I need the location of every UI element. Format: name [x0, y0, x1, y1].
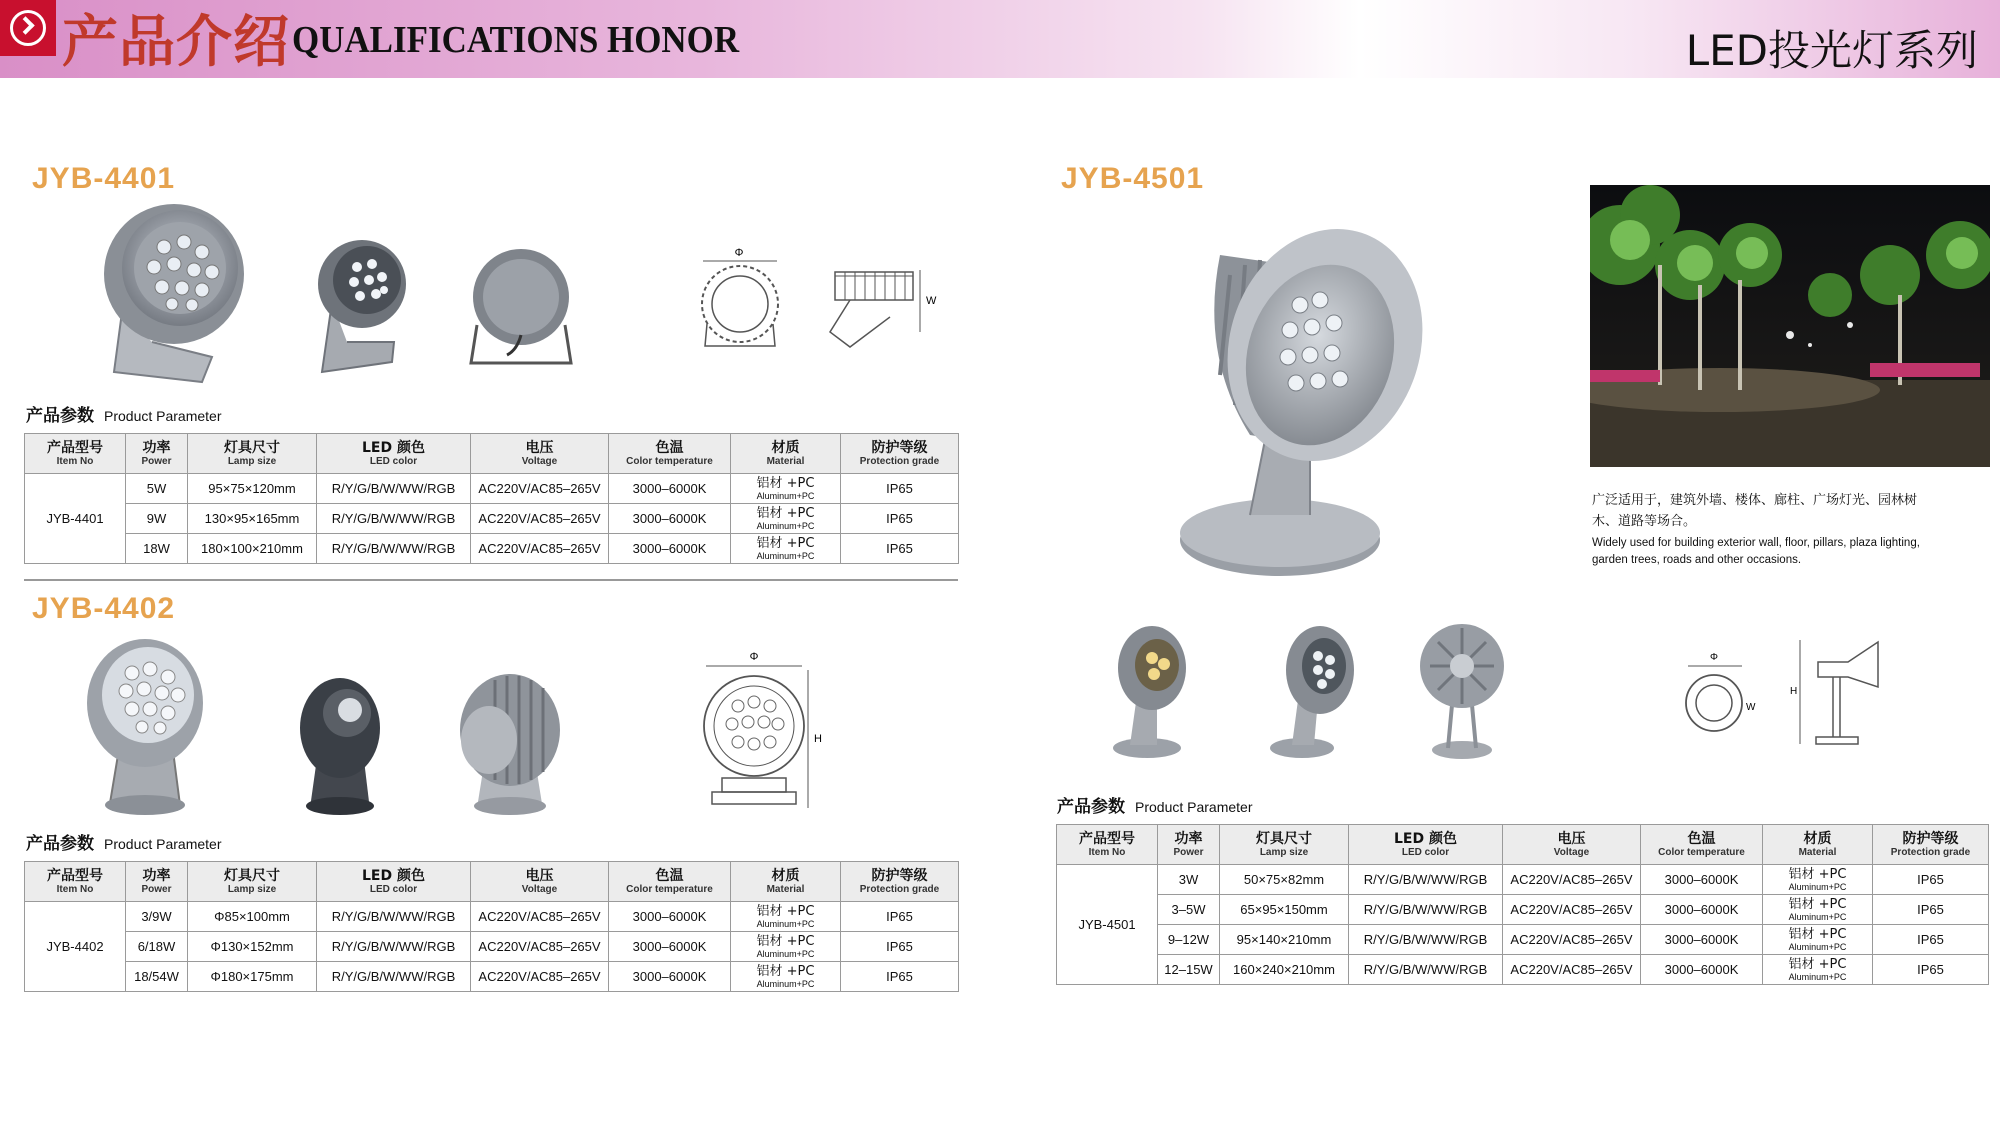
- column-header-en: Protection grade: [859, 456, 940, 467]
- material-cell: [731, 932, 841, 962]
- ip-cell: IP65: [841, 962, 959, 992]
- column-header-cn: 材质: [771, 868, 800, 884]
- power-cell: 18/54W: [126, 962, 188, 992]
- temp-cell: 3000–6000K: [1641, 925, 1763, 955]
- dimension-drawing-front: [695, 244, 785, 354]
- param-label-en: Product Parameter: [104, 408, 222, 424]
- column-header-en: Power: [141, 884, 172, 895]
- table-row: [1057, 895, 1989, 925]
- param-label-en: Product Parameter: [104, 836, 222, 852]
- chevron-right-icon: [0, 0, 56, 56]
- voltage-cell: AC220V/AC85–265V: [1503, 955, 1641, 985]
- table-row: [25, 962, 959, 992]
- size-cell: 95×140×210mm: [1220, 925, 1349, 955]
- dim-label-w: W: [926, 295, 937, 307]
- lamp-image-medium: [312, 232, 412, 382]
- power-cell: 9–12W: [1158, 925, 1220, 955]
- lamp-image-back: [467, 245, 575, 375]
- column-header-cn: 产品型号: [1079, 831, 1135, 847]
- column-header-cn: 产品型号: [47, 440, 103, 456]
- table-row: [25, 534, 959, 564]
- material-en: Aluminum+PC: [1788, 882, 1847, 892]
- column-header: [126, 434, 188, 474]
- dimension-drawing-front: [1680, 648, 1760, 743]
- ip-cell: IP65: [1873, 865, 1989, 895]
- size-cell: Φ180×175mm: [188, 962, 317, 992]
- column-header-en: Power: [1173, 847, 1204, 858]
- param-label-cn: 产品参数: [26, 406, 94, 426]
- voltage-cell: AC220V/AC85–265V: [1503, 865, 1641, 895]
- series-title: LED投光灯系列: [1685, 26, 1978, 75]
- power-cell: 9W: [126, 504, 188, 534]
- column-header-en: LED color: [1401, 847, 1450, 858]
- column-header: [471, 862, 609, 902]
- column-header-cn: 电压: [525, 440, 554, 456]
- column-header-cn: 灯具尺寸: [1256, 831, 1312, 847]
- spec-table-4501: [1056, 824, 1989, 985]
- material-en: Aluminum+PC: [756, 491, 815, 501]
- dim-label-phi: Φ: [749, 651, 759, 663]
- column-header-en: Voltage: [521, 456, 558, 467]
- temp-cell: 3000–6000K: [609, 474, 731, 504]
- column-header-en: Item No: [1088, 847, 1126, 858]
- voltage-cell: AC220V/AC85–265V: [471, 474, 609, 504]
- color-cell: R/Y/G/B/W/WW/RGB: [1349, 925, 1503, 955]
- column-header-en: Material: [1798, 847, 1837, 858]
- param-label-cn: 产品参数: [1057, 797, 1125, 817]
- power-cell: 3/9W: [126, 902, 188, 932]
- column-header-cn: 功率: [142, 440, 171, 456]
- material-cell: [731, 504, 841, 534]
- column-header: [317, 862, 471, 902]
- column-header: [1503, 825, 1641, 865]
- section-divider: [24, 579, 958, 581]
- color-cell: R/Y/G/B/W/WW/RGB: [317, 902, 471, 932]
- table-row: [25, 504, 959, 534]
- dimension-drawing-front: [700, 650, 830, 820]
- dim-label-phi: Φ: [734, 247, 744, 259]
- color-cell: R/Y/G/B/W/WW/RGB: [317, 962, 471, 992]
- material-cn: 铝材 +PC: [1788, 927, 1847, 942]
- voltage-cell: AC220V/AC85–265V: [471, 962, 609, 992]
- table-row: [25, 474, 959, 504]
- column-header-cn: 材质: [771, 440, 800, 456]
- material-en: Aluminum+PC: [756, 551, 815, 561]
- column-header-cn: 电压: [1557, 831, 1586, 847]
- column-header: [841, 862, 959, 902]
- temp-cell: 3000–6000K: [1641, 865, 1763, 895]
- color-cell: R/Y/G/B/W/WW/RGB: [317, 504, 471, 534]
- temp-cell: 3000–6000K: [609, 962, 731, 992]
- temp-cell: 3000–6000K: [1641, 955, 1763, 985]
- temp-cell: 3000–6000K: [609, 504, 731, 534]
- ip-cell: IP65: [1873, 925, 1989, 955]
- column-header: [25, 862, 126, 902]
- material-cn: 铝材 +PC: [756, 536, 815, 551]
- column-header-cn: LED 颜色: [362, 440, 425, 456]
- column-header: [1158, 825, 1220, 865]
- column-header-en: Protection grade: [1890, 847, 1971, 858]
- material-cell: [731, 962, 841, 992]
- column-header-en: Power: [141, 456, 172, 467]
- lamp-image-hero: [1160, 195, 1430, 585]
- column-header-en: Material: [766, 884, 805, 895]
- param-label-4402: [26, 829, 222, 854]
- column-header: [731, 862, 841, 902]
- voltage-cell: AC220V/AC85–265V: [1503, 895, 1641, 925]
- dimension-drawing-side: [820, 262, 950, 362]
- column-header-cn: 色温: [655, 868, 684, 884]
- column-header: [188, 862, 317, 902]
- voltage-cell: AC220V/AC85–265V: [471, 902, 609, 932]
- material-en: Aluminum+PC: [1788, 942, 1847, 952]
- ip-cell: IP65: [841, 534, 959, 564]
- ip-cell: IP65: [841, 902, 959, 932]
- material-cn: 铝材 +PC: [1788, 867, 1847, 882]
- column-header: [609, 434, 731, 474]
- column-header-en: LED color: [369, 884, 418, 895]
- voltage-cell: AC220V/AC85–265V: [1503, 925, 1641, 955]
- column-header: [1763, 825, 1873, 865]
- material-en: Aluminum+PC: [1788, 912, 1847, 922]
- material-cell: [1763, 865, 1873, 895]
- column-header-cn: LED 颜色: [362, 868, 425, 884]
- description-cn: 广泛适用于，建筑外墙、楼体、廊柱、广场灯光、园林树木、道路等场合。: [1592, 493, 1918, 529]
- size-cell: 180×100×210mm: [188, 534, 317, 564]
- ip-cell: IP65: [1873, 895, 1989, 925]
- column-header: [1057, 825, 1158, 865]
- power-cell: 12–15W: [1158, 955, 1220, 985]
- power-cell: 18W: [126, 534, 188, 564]
- table-row: [1057, 955, 1989, 985]
- temp-cell: 3000–6000K: [1641, 895, 1763, 925]
- column-header: [1349, 825, 1503, 865]
- dimension-drawing-side: [1788, 632, 1898, 752]
- ip-cell: IP65: [841, 474, 959, 504]
- table-row: [25, 902, 959, 932]
- ip-cell: IP65: [841, 504, 959, 534]
- model-title-4402: JYB-4402: [32, 592, 176, 625]
- material-en: Aluminum+PC: [1788, 972, 1847, 982]
- material-en: Aluminum+PC: [756, 949, 815, 959]
- power-cell: 6/18W: [126, 932, 188, 962]
- column-header-en: Color temperature: [626, 884, 713, 895]
- material-cn: 铝材 +PC: [756, 476, 815, 491]
- lamp-image-small: [1102, 620, 1192, 765]
- color-cell: R/Y/G/B/W/WW/RGB: [317, 932, 471, 962]
- ip-cell: IP65: [841, 932, 959, 962]
- lamp-image-large: [80, 633, 210, 818]
- column-header-cn: 色温: [1687, 831, 1716, 847]
- column-header-cn: 色温: [655, 440, 684, 456]
- column-header-en: Color temperature: [1658, 847, 1745, 858]
- column-header-en: Item No: [56, 456, 94, 467]
- power-cell: 3–5W: [1158, 895, 1220, 925]
- color-cell: R/Y/G/B/W/WW/RGB: [1349, 955, 1503, 985]
- column-header-cn: 灯具尺寸: [224, 868, 280, 884]
- lamp-image-dark: [292, 668, 387, 818]
- column-header-cn: 灯具尺寸: [224, 440, 280, 456]
- size-cell: 130×95×165mm: [188, 504, 317, 534]
- material-cell: [731, 534, 841, 564]
- column-header: [188, 434, 317, 474]
- column-header-cn: 材质: [1803, 831, 1832, 847]
- ip-cell: IP65: [1873, 955, 1989, 985]
- column-header: [609, 862, 731, 902]
- material-cn: 铝材 +PC: [1788, 897, 1847, 912]
- voltage-cell: AC220V/AC85–265V: [471, 932, 609, 962]
- column-header: [1873, 825, 1989, 865]
- size-cell: 160×240×210mm: [1220, 955, 1349, 985]
- column-header-en: Lamp size: [227, 884, 277, 895]
- material-cn: 铝材 +PC: [1788, 957, 1847, 972]
- lamp-image-back: [1412, 620, 1512, 765]
- column-header-en: Voltage: [521, 884, 558, 895]
- page-header: [0, 0, 2000, 78]
- column-header: [25, 434, 126, 474]
- power-cell: 5W: [126, 474, 188, 504]
- material-cn: 铝材 +PC: [756, 904, 815, 919]
- column-header-cn: 电压: [525, 868, 554, 884]
- color-cell: R/Y/G/B/W/WW/RGB: [317, 474, 471, 504]
- column-header: [1641, 825, 1763, 865]
- column-header: [841, 434, 959, 474]
- column-header-en: Lamp size: [1259, 847, 1309, 858]
- dim-label-phi: Φ: [1710, 652, 1718, 663]
- item-no-cell: JYB-4401: [25, 474, 126, 564]
- item-no-cell: JYB-4402: [25, 902, 126, 992]
- size-cell: Φ130×152mm: [188, 932, 317, 962]
- dim-label-w: W: [1746, 702, 1756, 713]
- header-title-cn: 产品介绍: [62, 9, 290, 75]
- voltage-cell: AC220V/AC85–265V: [471, 504, 609, 534]
- column-header: [1220, 825, 1349, 865]
- spec-table-4402: [24, 861, 959, 992]
- column-header-cn: 功率: [142, 868, 171, 884]
- color-cell: R/Y/G/B/W/WW/RGB: [1349, 865, 1503, 895]
- table-row: [1057, 925, 1989, 955]
- lamp-image-back: [455, 668, 565, 818]
- color-cell: R/Y/G/B/W/WW/RGB: [317, 534, 471, 564]
- lamp-image-large: [92, 192, 252, 390]
- color-cell: R/Y/G/B/W/WW/RGB: [1349, 895, 1503, 925]
- application-photo: [1590, 185, 1990, 467]
- column-header-cn: LED 颜色: [1394, 831, 1457, 847]
- size-cell: 65×95×150mm: [1220, 895, 1349, 925]
- column-header-cn: 防护等级: [871, 440, 928, 456]
- material-cell: [1763, 955, 1873, 985]
- table-row: [1057, 865, 1989, 895]
- material-cell: [1763, 925, 1873, 955]
- dim-label-h: H: [1790, 686, 1798, 697]
- temp-cell: 3000–6000K: [609, 902, 731, 932]
- column-header: [471, 434, 609, 474]
- column-header: [126, 862, 188, 902]
- column-header-cn: 防护等级: [1902, 831, 1959, 847]
- column-header-en: Color temperature: [626, 456, 713, 467]
- material-cn: 铝材 +PC: [756, 506, 815, 521]
- voltage-cell: AC220V/AC85–265V: [471, 534, 609, 564]
- application-description: [1592, 490, 1932, 569]
- temp-cell: 3000–6000K: [609, 932, 731, 962]
- dim-label-h: H: [814, 733, 822, 745]
- power-cell: 3W: [1158, 865, 1220, 895]
- column-header-cn: 防护等级: [871, 868, 928, 884]
- material-cn: 铝材 +PC: [756, 964, 815, 979]
- material-cell: [731, 474, 841, 504]
- temp-cell: 3000–6000K: [609, 534, 731, 564]
- spec-table-4401: [24, 433, 959, 564]
- header-title-en: QUALIFICATIONS HONOR: [292, 19, 740, 61]
- column-header-en: Material: [766, 456, 805, 467]
- column-header: [731, 434, 841, 474]
- column-header-en: Item No: [56, 884, 94, 895]
- param-label-cn: 产品参数: [26, 834, 94, 854]
- column-header-cn: 产品型号: [47, 868, 103, 884]
- model-title-4401: JYB-4401: [32, 162, 176, 195]
- material-en: Aluminum+PC: [756, 979, 815, 989]
- material-cn: 铝材 +PC: [756, 934, 815, 949]
- material-cell: [731, 902, 841, 932]
- column-header-en: Voltage: [1553, 847, 1590, 858]
- column-header: [317, 434, 471, 474]
- column-header-cn: 功率: [1174, 831, 1203, 847]
- size-cell: Φ85×100mm: [188, 902, 317, 932]
- param-label-en: Product Parameter: [1135, 799, 1253, 815]
- lamp-image-medium: [1262, 620, 1362, 765]
- model-title-4501: JYB-4501: [1061, 162, 1205, 195]
- param-label-4401: [26, 401, 222, 426]
- material-en: Aluminum+PC: [756, 919, 815, 929]
- param-label-4501: [1057, 792, 1253, 817]
- column-header-en: Protection grade: [859, 884, 940, 895]
- material-cell: [1763, 895, 1873, 925]
- column-header-en: Lamp size: [227, 456, 277, 467]
- table-row: [25, 932, 959, 962]
- size-cell: 50×75×82mm: [1220, 865, 1349, 895]
- item-no-cell: JYB-4501: [1057, 865, 1158, 985]
- material-en: Aluminum+PC: [756, 521, 815, 531]
- size-cell: 95×75×120mm: [188, 474, 317, 504]
- column-header-en: LED color: [369, 456, 418, 467]
- description-en: Widely used for building exterior wall, floor, pillars, plaza lighting, garden trees, roads and other occasions.: [1592, 537, 1920, 566]
